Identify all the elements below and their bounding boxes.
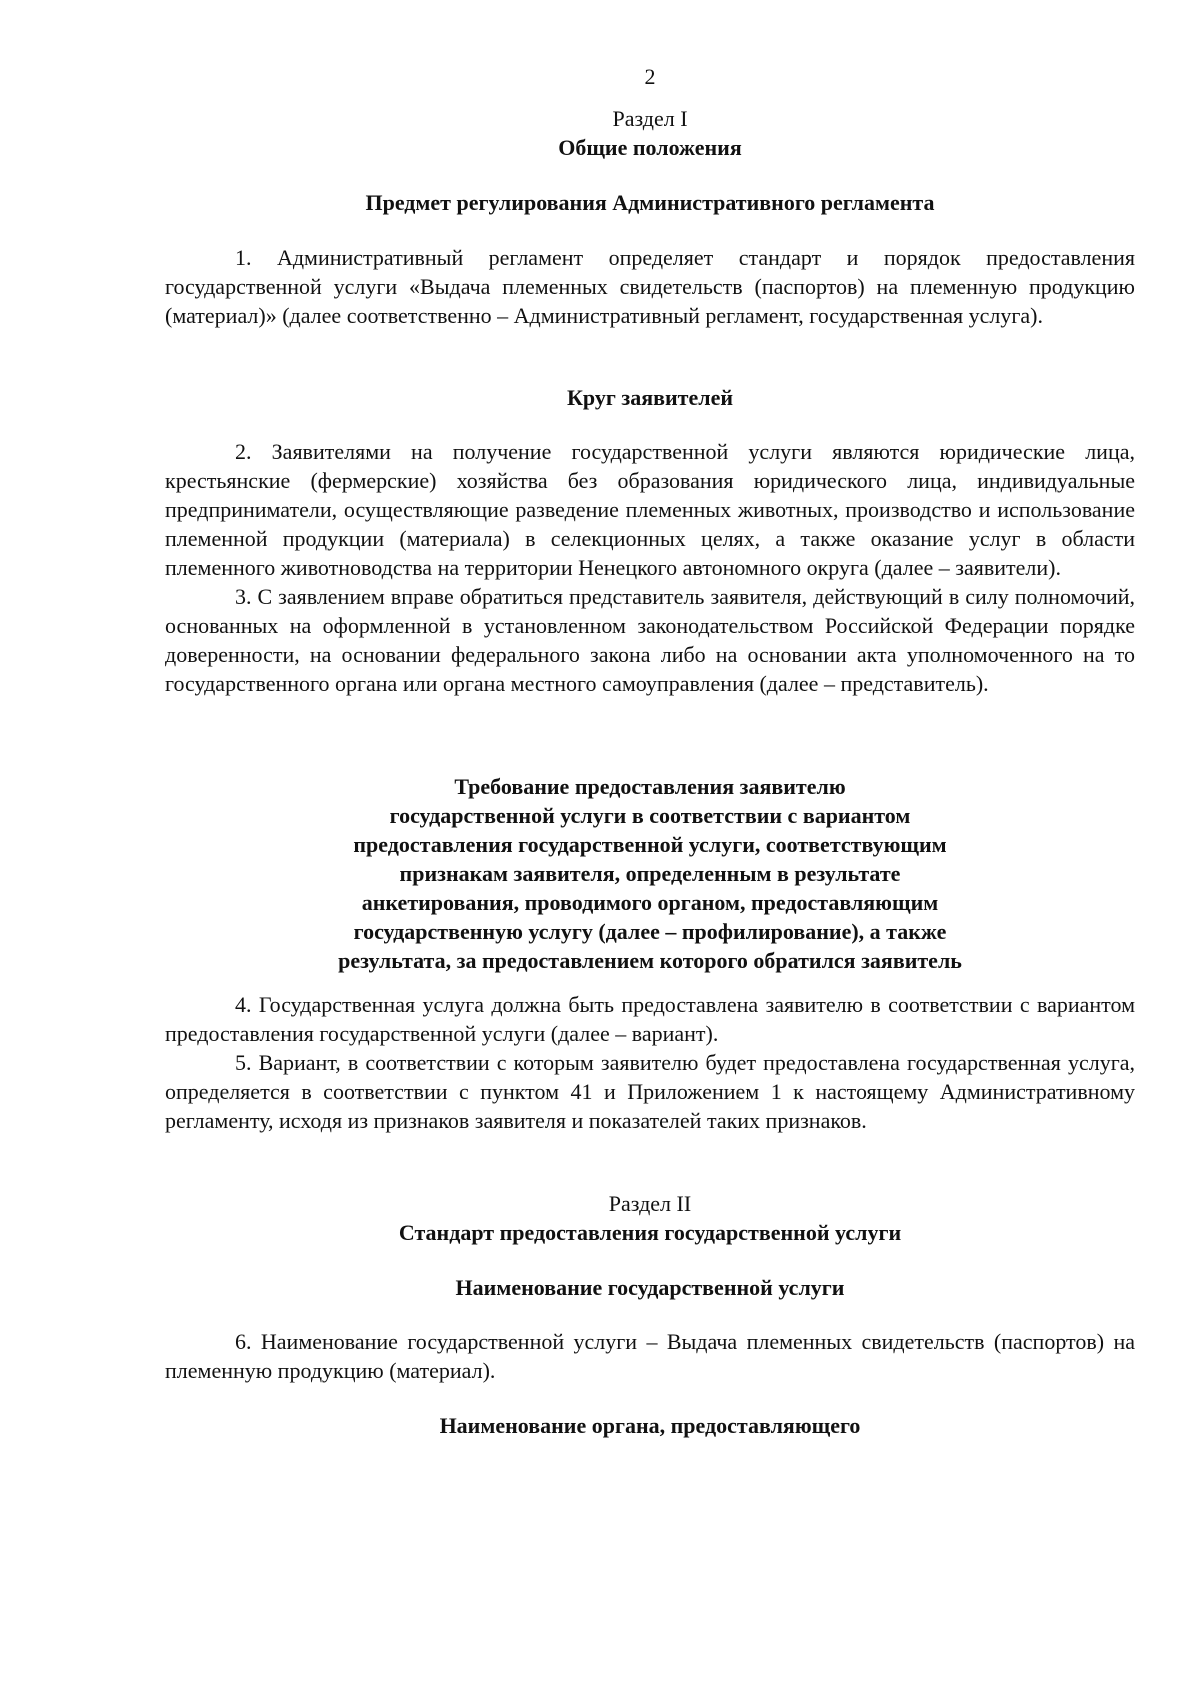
section-2-label: Раздел II [608,1191,692,1216]
heading-requirement-line: признакам заявителя, определенным в результате [399,861,901,886]
paragraph-2: 2. Заявителями на получение государственной услуги являются юридические лица, крестьянские (фермерские) хозяйства без образования юридического лица, индивидуальные предприниматели, осуществляющие разведение племенных животных, производство и использование племенной продукции (материала) в селекционных целях, а также оказание услуг в области племенного животноводства на территории Ненецкого автономного округа (далее – заявители). [165,439,1135,580]
section-1-label: Раздел I [612,106,688,131]
paragraph-1: 1. Административный регламент определяет стандарт и порядок предоставления государственной услуги «Выдача племенных свидетельств (паспортов) на племенную продукцию (материал)» (далее соответственно – Административный регламент, государственная услуга). [165,245,1135,328]
heading-requirement-line: Требование предоставления заявителю [454,774,846,799]
paragraph-3: 3. С заявлением вправе обратиться представитель заявителя, действующий в силу полномочий, основанных на оформленной в установленном законодательством Российской Федерации порядке доверенности, на основании федерального закона либо на основании акта уполномоченного на то государственного органа или органа местного самоуправления (далее – представитель). [165,584,1135,696]
heading-requirement-line: анкетирования, проводимого органом, предоставляющим [361,890,939,915]
heading-authority: Наименование органа, предоставляющего [439,1413,861,1438]
paragraph-block-4 [165,1327,1135,1385]
paragraph-5: 5. Вариант, в соответствии с которым заявителю будет предоставлена государственная услуга, определяется в соответствии с пунктом 41 и Приложением 1 к настоящему Административному регламенту, исходя из признаков заявителя и показателей таких признаков. [165,1050,1135,1133]
paragraph-block-2 [165,437,1135,698]
heading-subject: Предмет регулирования Административного регламента [365,190,935,215]
heading-requirement [165,772,1135,975]
heading-requirement-line: предоставления государственной услуги, соответствующим [353,832,947,857]
heading-requirement-line: результата, за предоставлением которого обратился заявитель [338,948,962,973]
section-2-title: Стандарт предоставления государственной услуги [398,1220,902,1245]
paragraph-4: 4. Государственная услуга должна быть предоставлена заявителю в соответствии с вариантом предоставления государственной услуги (далее – вариант). [165,992,1135,1046]
heading-applicants: Круг заявителей [566,385,734,410]
page-number: 2 [644,64,656,89]
paragraph-block-1 [165,243,1135,330]
heading-requirement-line: государственной услуги в соответствии с вариантом [389,803,911,828]
paragraph-block-3 [165,990,1135,1135]
heading-requirement-line: государственную услугу (далее – профилирование), а также [353,919,947,944]
heading-service-name: Наименование государственной услуги [455,1275,845,1300]
paragraph-6: 6. Наименование государственной услуги – Выдача племенных свидетельств (паспортов) на племенную продукцию (материал). [165,1329,1135,1383]
section-1-title: Общие положения [558,135,742,160]
